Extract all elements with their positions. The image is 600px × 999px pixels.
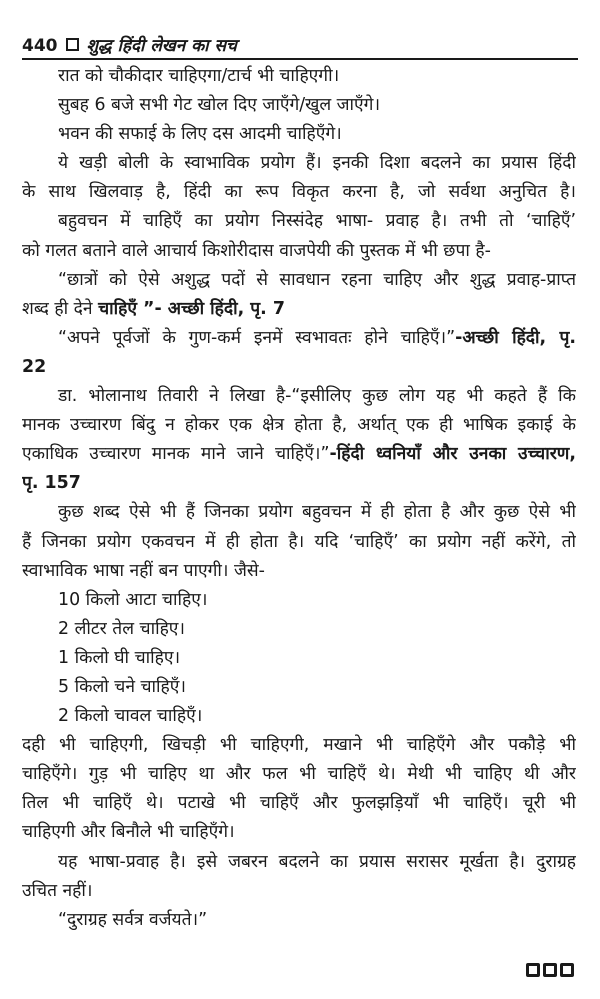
text-line [22,702,576,731]
text-line [22,91,576,120]
text-line [22,644,576,673]
text-line [22,528,576,557]
line-text: ये खड़ी बोली के स्वाभाविक प्रयोग हैं। इनकी दिशा बदलने का प्रयास हिंदी [58,153,576,174]
text-line [22,353,576,382]
citation-bold: पृ. 157 [22,473,81,494]
line-text: उचित नहीं। [22,880,93,901]
line-text: “छात्रों को ऐसे अशुद्ध पदों से सावधान रहना चाहिए और शुद्ध प्रवाह-प्राप्त [58,269,576,290]
line-text: मानक उच्चारण बिंदु न होकर एक क्षेत्र होता है, अर्थात् एक ही भाषिक इकाई के [22,415,576,436]
line-text: “अपने पूर्वजों के गुण-कर्म इनमें स्वभावतः होने चाहिएँ।” [58,327,456,348]
text-line [22,266,576,295]
line-text: स्वाभाविक भाषा नहीं बन पाएगी। जैसे- [22,560,265,581]
line-text: बहुवचन में चाहिएँ का प्रयोग निस्संदेह भाषा- प्रवाह है। तभी तो ‘चाहिएँ’ [58,211,576,232]
line-text: यह भाषा-प्रवाह है। इसे जबरन बदलने का प्रयास सरासर मूर्खता है। दुराग्रह [58,851,576,872]
line-text: रात को चौकीदार चाहिएगा/टार्च भी चाहिएगी। [58,66,340,86]
line-text: को गलत बताने वाले आचार्य किशोरीदास वाजपेयी की पुस्तक में भी छपा है- [22,240,491,261]
line-text: एकाधिक उच्चारण मानक माने जाने चाहिएँ।” [22,444,330,465]
text-line [22,906,576,935]
line-text: डा. भोलानाथ तिवारी ने लिखा है-“इसीलिए कुछ लोग यह भी कहते हैं कि [58,386,576,407]
citation-bold: 22 [22,356,47,377]
running-title: शुद्ध हिंदी लेखन का सच [86,36,237,56]
text-line [22,149,576,178]
text-line [22,440,576,469]
text-line [22,324,576,353]
text-line [22,295,576,324]
page-header [22,20,578,56]
text-line [22,818,576,847]
line-text: 2 लीटर तेल चाहिए। [58,618,186,639]
square-ornament-icon [543,963,557,977]
line-text: 1 किलो घी चाहिए। [58,647,181,668]
header-rule [22,58,578,60]
text-line [22,62,576,91]
line-text: कुछ शब्द ऐसे भी हैं जिनका प्रयोग बहुवचन में ही होता है और कुछ ऐसे भी [58,502,576,523]
citation-bold: -हिंदी ध्वनियाँ और उनका उच्चारण, [329,444,576,465]
line-text: चाहिएगी और बिनौले भी चाहिएँगे। [22,822,235,843]
square-ornament-icon [560,963,574,977]
line-text: 2 किलो चावल चाहिएँ। [58,706,203,727]
text-line [22,469,576,498]
text-line [22,557,576,586]
square-bullet-icon [66,38,79,51]
line-text: दही भी चाहिएगी, खिचड़ी भी चाहिएगी, मखाने भी चाहिएँगे और पकौड़े भी [22,735,576,756]
text-line [22,207,576,236]
text-line [22,411,576,440]
citation-bold: चाहिएँ ”- अच्छी हिंदी, पृ. 7 [98,298,285,319]
line-text: शब्द ही देने [22,298,99,319]
text-line [22,382,576,411]
line-text: चाहिएँगे। गुड़ भी चाहिए था और फल भी चाहिएँ थे। मेथी भी चाहिए थी और [22,764,576,785]
citation-bold: -अच्छी हिंदी, पृ. [455,327,576,348]
text-line [22,120,576,149]
text-line [22,731,576,760]
line-text: 5 किलो चने चाहिएँ। [58,676,186,697]
line-text: “दुराग्रह सर्वत्र वर्जयते।” [58,909,208,930]
line-text: भवन की सफाई के लिए दस आदमी चाहिएँगे। [58,124,342,145]
line-text: के साथ खिलवाड़ है, हिंदी का रूप विकृत करना है, जो सर्वथा अनुचित है। [22,182,576,203]
text-line [22,178,576,207]
text-line [22,586,576,615]
text-line [22,237,576,266]
footer-ornament [526,963,574,977]
text-line [22,877,576,906]
square-ornament-icon [526,963,540,977]
text-line [22,615,576,644]
line-text: 10 किलो आटा चाहिए। [58,589,208,610]
text-line [22,498,576,527]
text-line [22,673,576,702]
line-text: सुबह 6 बजे सभी गेट खोल दिए जाएँगे/खुल जाएँगे। [58,95,381,116]
text-line [22,789,576,818]
line-text: हैं जिनका प्रयोग एकवचन में ही होता है। यदि ‘चाहिएँ’ का प्रयोग नहीं करेंगे, तो [22,531,576,552]
page-number: 440 [22,36,58,56]
page-body [22,62,576,935]
text-line [22,760,576,789]
text-line [22,848,576,877]
line-text: तिल भी चाहिएँ थे। पटाखे भी चाहिएँ और फुलझड़ियाँ भी चाहिएँ। चूरी भी [22,793,576,814]
